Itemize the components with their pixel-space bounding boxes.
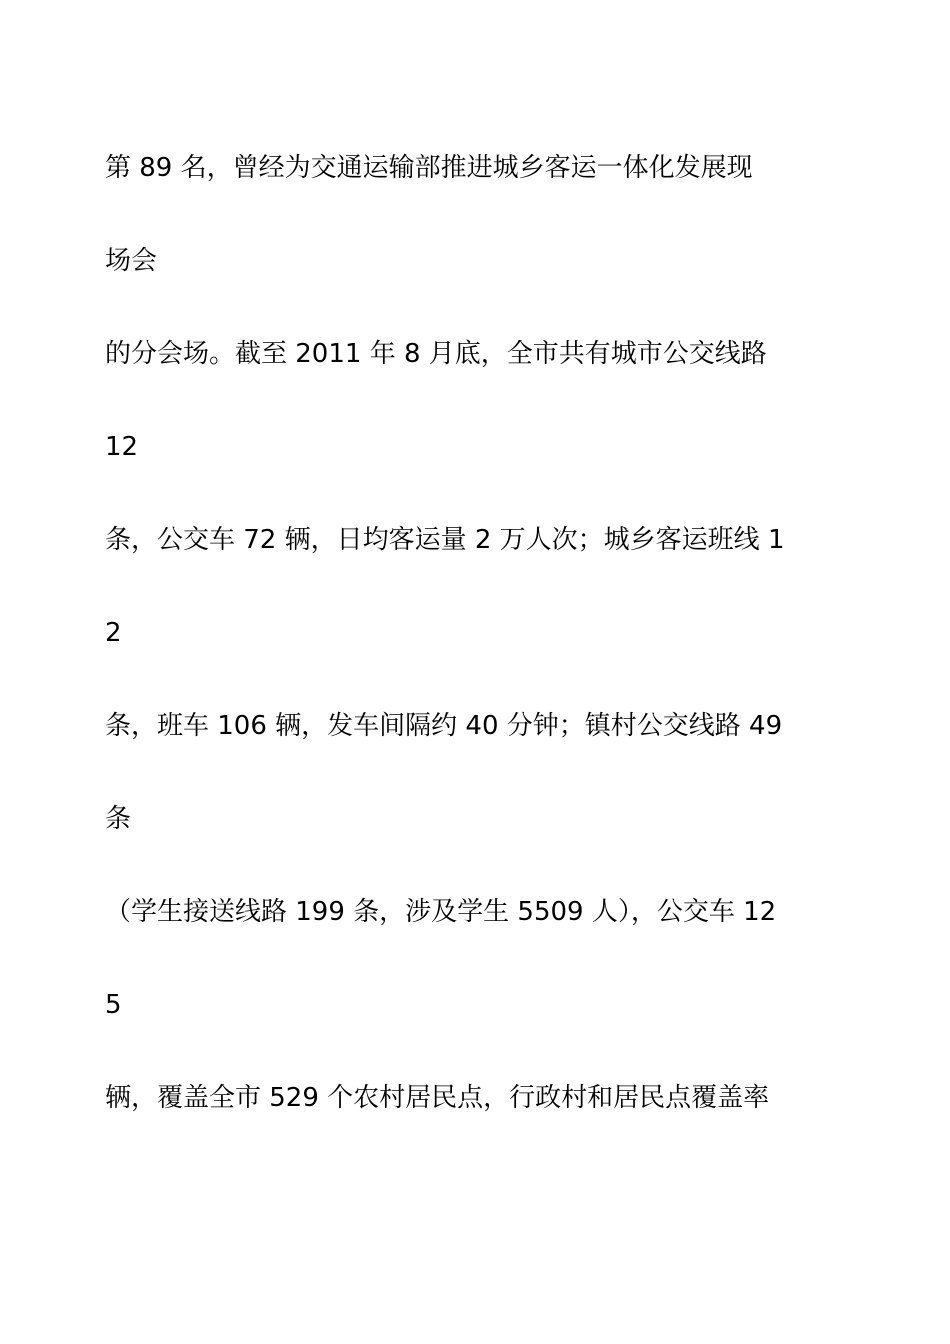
text-line: 条，班车 106 辆，发车间隔约 40 分钟；镇村公交线路 49 [105, 711, 783, 741]
text-line: 2 [105, 618, 122, 648]
text-line: 5 [105, 990, 122, 1020]
text-line: 第 89 名，曾经为交通运输部推进城乡客运一体化发展现 [105, 153, 753, 183]
text-line: 条，公交车 72 辆，日均客运量 2 万人次；城乡客运班线 1 [105, 525, 785, 555]
text-line: 场会 [105, 246, 158, 276]
text-line: 条 [105, 804, 132, 834]
text-line: （学生接送线路 199 条，涉及学生 5509 人），公交车 12 [105, 897, 777, 927]
text-line: 12 [105, 432, 139, 462]
text-line: 的分会场。截至 2011 年 8 月底，全市共有城市公交线路 [105, 339, 767, 369]
text-line: 辆，覆盖全市 529 个农村居民点，行政村和居民点覆盖率 [105, 1083, 770, 1113]
